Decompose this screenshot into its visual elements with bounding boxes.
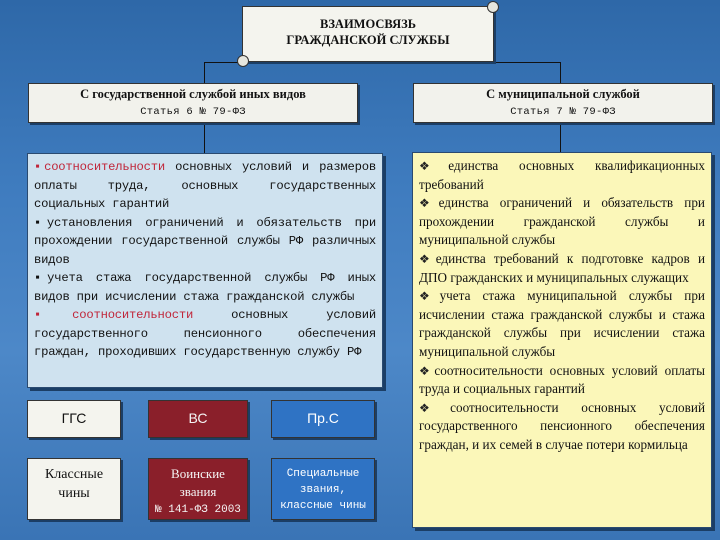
right-item xyxy=(419,250,705,287)
item-text: основных условий и размеров оплаты труда, основных государственных социальных гарантий xyxy=(34,160,376,211)
service-box-ggs xyxy=(27,400,121,438)
item-text: соотносительности основных условий государственного пенсионного обеспечения граждан, и их семей в случае потери кормильца xyxy=(419,399,705,452)
highlight-text: соотносительности xyxy=(44,160,166,174)
rank-line: звания, xyxy=(299,484,347,496)
right-header-title: С муниципальной службой xyxy=(486,87,640,101)
left-item xyxy=(34,306,376,362)
right-header-article: Статья 7 № 79-ФЗ xyxy=(510,106,616,118)
diamond-bullet-icon: ❖ xyxy=(419,400,450,415)
left-header xyxy=(28,83,358,123)
item-text: установления ограничений и обязательств при прохождении государственной службы РФ различных видов xyxy=(34,215,376,267)
left-header-article: Статья 6 № 79-ФЗ xyxy=(140,106,246,118)
rank-line: Классные xyxy=(44,467,104,482)
connector-line xyxy=(204,62,205,83)
diamond-bullet-icon: ❖ xyxy=(419,363,434,378)
left-item xyxy=(34,158,376,214)
left-item xyxy=(34,214,376,270)
rank-line: чины xyxy=(58,486,90,501)
service-label: Пр.С xyxy=(307,410,339,426)
connector-line xyxy=(204,62,560,63)
diamond-bullet-icon: ❖ xyxy=(419,251,435,266)
item-text: основных условий государственного пенсионного обеспечения граждан, проходивших государственную службу РФ xyxy=(34,308,376,359)
item-text: соотносительности основных условий оплаты труда и социальных гарантий xyxy=(419,362,705,397)
item-text: учета стажа муниципальной службы при исчислении стажа гражданской службы и стажа гражданской службы при исчислении стажа муниципальной службы xyxy=(419,288,705,359)
left-panel xyxy=(27,153,383,388)
rank-line: Специальные xyxy=(286,468,360,480)
service-box-vs xyxy=(148,400,248,438)
left-item xyxy=(34,269,376,306)
scroll-curl-icon xyxy=(487,1,499,13)
title-line-1: ВЗАИМОСВЯЗЬ xyxy=(320,17,416,31)
service-box-prs xyxy=(271,400,375,438)
diamond-bullet-icon: ❖ xyxy=(419,159,448,173)
item-text: учета стажа государственной службы РФ иных видов при исчислении стажа гражданской службы xyxy=(34,271,376,304)
service-label: ГГС xyxy=(61,410,87,426)
rank-line: Воинские xyxy=(171,466,225,481)
connector-line xyxy=(560,123,561,152)
bullet-icon: ▪ xyxy=(34,308,73,322)
bullet-icon: ▪ xyxy=(34,271,48,285)
right-item xyxy=(419,157,705,194)
item-text: единства ограничений и обязательств при прохождении гражданской службы и муниципальной службы xyxy=(419,195,705,248)
bullet-icon: ▪ xyxy=(34,160,45,174)
connector-line xyxy=(204,123,205,153)
item-text: единства основных квалификационных требований xyxy=(419,158,706,192)
rank-line: звания xyxy=(179,484,217,499)
right-item xyxy=(419,194,705,250)
service-label: ВС xyxy=(188,410,208,426)
right-item xyxy=(419,399,705,455)
right-item xyxy=(419,362,705,399)
right-panel xyxy=(412,152,712,528)
rank-box-military xyxy=(148,458,248,520)
diamond-bullet-icon: ❖ xyxy=(419,196,438,211)
rank-box-class-ranks xyxy=(27,458,121,520)
item-text: единства требований к подготовке кадров и ДПО гражданских и муниципальных служащих xyxy=(419,250,706,285)
rank-box-special xyxy=(271,458,375,520)
right-item xyxy=(419,287,705,361)
title-scroll xyxy=(242,6,494,62)
bullet-icon: ▪ xyxy=(34,215,47,230)
title-line-2: ГРАЖДАНСКОЙ СЛУЖБЫ xyxy=(286,33,450,47)
highlight-text: соотносительности xyxy=(72,308,194,322)
right-header xyxy=(413,83,713,123)
diamond-bullet-icon: ❖ xyxy=(419,289,439,304)
rank-line: классные чины xyxy=(280,500,366,512)
connector-line xyxy=(560,62,561,83)
left-header-title: С государственной службой иных видов xyxy=(80,87,306,101)
rank-line: № 141-ФЗ 2003 xyxy=(155,504,241,516)
scroll-curl-icon xyxy=(237,55,249,67)
